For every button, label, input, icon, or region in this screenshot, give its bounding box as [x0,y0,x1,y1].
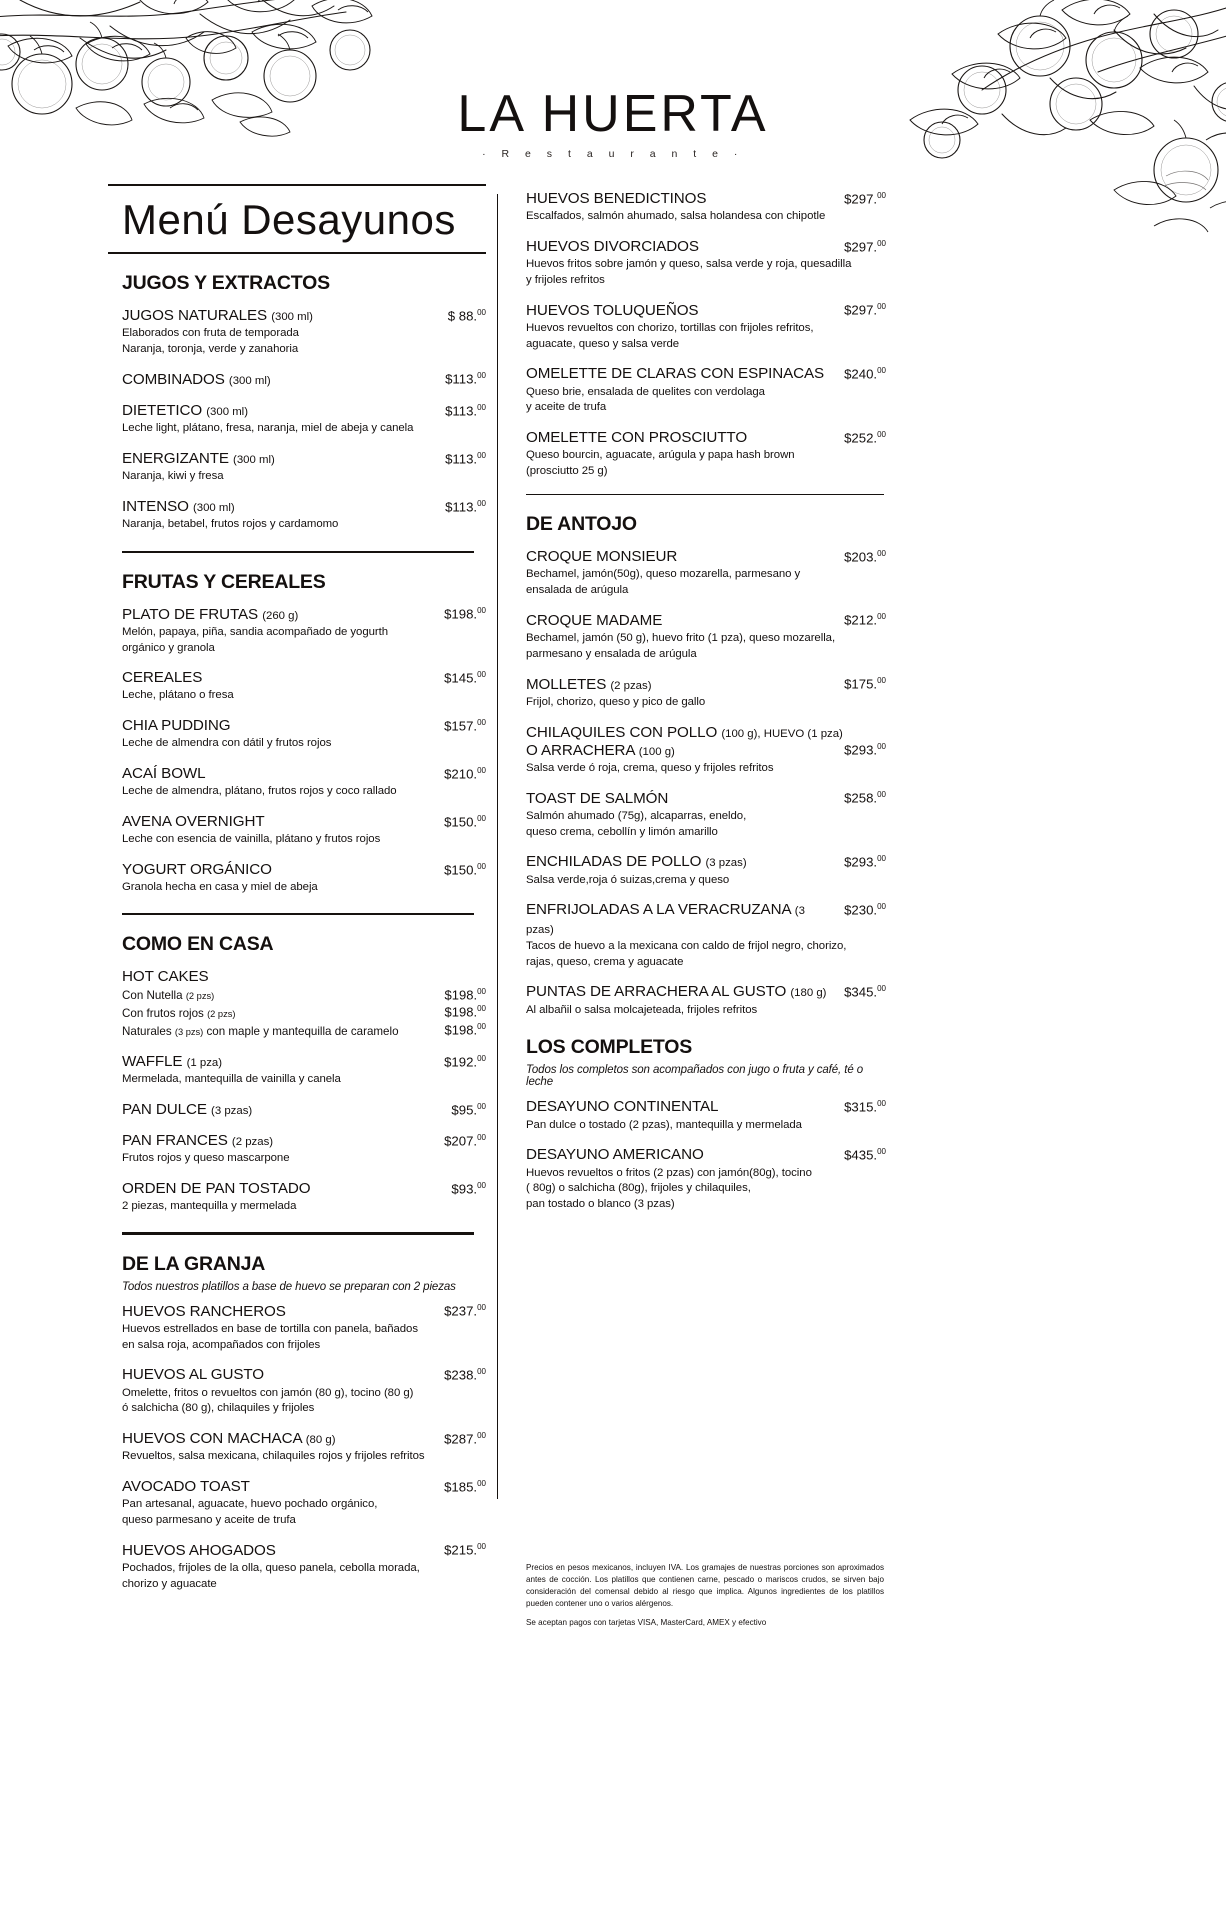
menu-column-right [526,190,886,1226]
menu-item [122,1430,486,1465]
menu-item-name: ACAÍ BOWL [122,765,206,783]
menu-item-description: Naranja, betabel, frutos rojos y cardamomo [122,518,339,531]
menu-item-description: Frijol, chorizo, queso y pico de gallo [526,695,706,708]
menu-item-description: Queso bourcin, aguacate, arúgula y papa hash brown (prosciutto 25 g) [526,449,795,478]
menu-item [526,724,886,777]
menu-item [122,1053,486,1088]
menu-item-price: $207.00 [444,1132,486,1149]
menu-subitem-price: $198.00 [444,986,486,1003]
menu-item [122,498,486,533]
menu-item-description: Granola hecha en casa y miel de abeja [122,881,318,894]
menu-item-name: OMELETTE DE CLARAS CON ESPINACAS [526,365,825,383]
menu-item [526,901,886,970]
legal-paragraph: Precios en pesos mexicanos, incluyen IVA. Los gramajes de nuestras porciones son aproximados antes de cocción. Los platillos que contienen carne, pescado o mariscos crudos, se sirven bajo consideración del comensal debido al riesgo que implica. Algunos ingredientes de los platillos pueden contener uno o varios alérgenos. [526,1563,884,1609]
section-heading: LOS COMPLETOS [526,1036,693,1059]
brand-header [0,85,1226,160]
menu-item [122,717,486,752]
menu-item-price: $145.00 [444,669,486,686]
menu-item-name: CEREALES [122,669,203,687]
menu-item-name: WAFFLE (1 pza) [122,1053,223,1071]
menu-item [526,853,886,888]
menu-item-price: $210.00 [444,765,486,782]
menu-item [526,365,886,416]
menu-item-name: OMELETTE CON PROSCIUTTO [526,429,748,447]
menu-item [122,669,486,704]
menu-item-price: $93.00 [451,1180,486,1197]
menu-item-price: $198.00 [444,606,486,622]
menu-item [526,238,886,289]
menu-item-description: Pan artesanal, aguacate, huevo pochado orgánico, queso parmesano y aceite de trufa [122,1498,378,1526]
menu-item [122,1180,486,1215]
section-heading: DE LA GRANJA [122,1252,266,1275]
menu-item-price: $95.00 [451,1101,486,1118]
section-separator [122,913,474,915]
menu-item-description: Queso brie, ensalada de quelites con verdolaga y aceite de trufa [526,385,765,414]
menu-item-name: HOT CAKES [122,968,209,986]
menu-sheet [0,184,1226,1920]
section-heading: FRUTAS Y CEREALES [122,570,326,593]
legal-disclaimer [526,1562,884,1629]
menu-item-price: $192.00 [444,1053,486,1070]
menu-item [526,983,886,1018]
menu-item-price: $315.00 [844,1098,886,1115]
menu-item-description: 2 piezas, mantequilla y mermelada [122,1200,297,1213]
menu-item-price: $150.00 [444,861,486,878]
section-heading: JUGOS Y EXTRACTOS [122,272,330,295]
menu-item-price: $435.00 [844,1146,886,1163]
menu-item [122,1303,486,1354]
menu-item-price: $240.00 [844,365,886,382]
menu-item-name: CROQUE MADAME [526,611,663,629]
menu-subitem-label: Con Nutella (2 pzs) [122,989,215,1003]
menu-item-description: Bechamel, jamón(50g), queso mozarella, parmesano y ensalada de arúgula [526,568,801,597]
menu-item-description: Mermelada, mantequilla de vainilla y canela [122,1073,341,1086]
menu-item-name: HUEVOS RANCHEROS [122,1302,286,1320]
menu-item-description: Omelette, fritos o revueltos con jamón (80 g), tocino (80 g) ó salchicha (80 g), chilaquiles y frijoles [122,1386,414,1415]
menu-item-price: $113.00 [445,371,486,387]
menu-item [526,790,886,841]
menu-item-description: Escalfados, salmón ahumado, salsa holandesa con chipotle [526,210,826,223]
menu-item-price: $297.00 [844,238,886,254]
menu-item-name: DESAYUNO CONTINENTAL [526,1098,719,1116]
menu-item [122,1132,486,1167]
menu-item-description: Leche de almendra, plátano, frutos rojos y coco rallado [122,785,397,798]
menu-item-name: ORDEN DE PAN TOSTADO [122,1180,311,1198]
menu-item-name: HUEVOS AL GUSTO [122,1366,264,1384]
menu-item [122,402,486,437]
menu-item-name: ENFRIJOLADAS A LA VERACRUZANA (3 pzas) [526,901,805,936]
menu-item-name: CROQUE MONSIEUR [526,548,678,566]
menu-item-price: $203.00 [844,548,886,565]
menu-item-description: Revueltos, salsa mexicana, chilaquiles rojos y frijoles refritos [122,1450,425,1463]
menu-item-description: Huevos fritos sobre jamón y queso, salsa verde y roja, quesadilla y frijoles refritos [526,258,852,286]
legal-paragraph: Se aceptan pagos con tarjetas VISA, MasterCard, AMEX y efectivo [526,1617,767,1627]
menu-item-description: Tacos de huevo a la mexicana con caldo de frijol negro, chorizo, rajas, queso, crema y aguacate [526,939,847,968]
menu-item [122,813,486,848]
menu-item [122,307,486,358]
menu-item-price: $345.00 [844,983,886,1000]
menu-item-description: Salsa verde,roja ó suizas,crema y queso [526,873,730,886]
menu-item-description: Al albañil o salsa molcajeteada, frijoles refritos [526,1003,758,1016]
menu-item-description: Salsa verde ó roja, crema, queso y frijoles refritos [526,762,774,775]
section-separator [122,1232,474,1234]
menu-item [122,968,486,1040]
menu-item [526,548,886,599]
menu-item-description: Pan dulce o tostado (2 pzas), mantequilla y mermelada [526,1118,802,1131]
menu-subitem [122,1004,486,1022]
menu-item-description: Leche light, plátano, fresa, naranja, miel de abeja y canela [122,422,414,435]
menu-item [526,1146,886,1212]
menu-item-description: Pochados, frijoles de la olla, queso panela, cebolla morada, chorizo y aguacate [122,1561,420,1590]
menu-item-price: $293.00 [844,742,886,758]
menu-subitem [122,987,486,1005]
menu-item-name: DESAYUNO AMERICANO [526,1146,704,1164]
menu-subitem-label: Con frutos rojos (2 pzs) [122,1006,236,1020]
menu-subitem-price: $198.00 [444,1022,486,1038]
menu-item-description: Leche de almendra con dátil y frutos rojos [122,737,332,750]
menu-item-name: PLATO DE FRUTAS (260 g) [122,605,299,623]
menu-item-price: $113.00 [445,450,486,466]
title-rule-bottom [108,252,486,254]
menu-item [122,1478,486,1529]
menu-item-name: HUEVOS CON MACHACA (80 g) [122,1429,336,1447]
menu-item-name: AVOCADO TOAST [122,1477,250,1495]
menu-item [122,371,486,389]
menu-item-description: Huevos revueltos con chorizo, tortillas con frijoles refritos, aguacate, queso y salsa verde [526,321,814,350]
menu-item-description: Frutos rojos y queso mascarpone [122,1152,290,1165]
menu-item-name: JUGOS NATURALES (300 ml) [122,307,313,325]
menu-item-price: $287.00 [444,1430,486,1446]
section-note: Todos nuestros platillos a base de huevo se preparan con 2 piezas [122,1280,456,1293]
menu-item-description: Huevos revueltos o fritos (2 pzas) con jamón(80g), tocino ( 80g) o salchicha (80g), frijoles y chilaquiles, pan tostado o blanco (3 pzas) [526,1166,812,1210]
menu-item [122,1101,486,1119]
menu-item-description: Huevos estrellados en base de tortilla con panela, bañados en salsa roja, acompañados con frijoles [122,1322,418,1351]
menu-item [526,676,886,711]
menu-item-name: PAN DULCE (3 pzas) [122,1101,253,1119]
menu-item-name: AVENA OVERNIGHT [122,813,265,831]
menu-item-price: $150.00 [444,813,486,830]
menu-item-description: Bechamel, jamón (50 g), huevo frito (1 pza), queso mozarella, parmesano y ensalada de arúgula [526,632,836,660]
menu-item [526,1098,886,1133]
menu-item-name: MOLLETES (2 pzas) [526,675,652,693]
menu-subitem-label: Naturales (3 pzs) con maple y mantequilla de caramelo [122,1024,399,1038]
menu-item-price: $293.00 [844,854,886,870]
section-separator [122,551,474,553]
menu-item-price: $215.00 [444,1542,486,1558]
section-heading: COMO EN CASA [122,933,274,956]
menu-item-description: Elaborados con fruta de temporada Naranja, toronja, verde y zanahoria [122,327,299,356]
menu-item [526,302,886,353]
restaurant-name: LA HUERTA [457,85,769,143]
menu-item-price: $252.00 [844,429,886,446]
menu-item-name: YOGURT ORGÁNICO [122,861,272,879]
menu-item-price: $175.00 [844,676,886,692]
menu-item-name: HUEVOS TOLUQUEÑOS [526,301,699,319]
menu-item-name: CHIA PUDDING [122,717,231,735]
menu-item-price: $113.00 [445,498,486,514]
menu-item-price: $237.00 [444,1303,486,1319]
menu-item [526,612,886,663]
column-divider [497,194,498,1499]
menu-item [122,606,486,657]
menu-item-price: $230.00 [844,902,886,918]
restaurant-tagline: · R e s t a u r a n t e · [482,148,744,160]
menu-item-name: PUNTAS DE ARRACHERA AL GUSTO (180 g) [526,983,827,1001]
menu-item-price: $ 88.00 [447,307,486,324]
menu-item-description: Naranja, kiwi y fresa [122,470,224,483]
section-heading: DE ANTOJO [526,513,637,536]
section-note: Todos los completos son acompañados con jugo o fruta y café, té o leche [526,1064,864,1089]
menu-item-description: Leche con esencia de vainilla, plátano y frutos rojos [122,833,381,846]
menu-item-name-line2: O ARRACHERA (100 g) [526,741,675,759]
menu-item-name: HUEVOS DIVORCIADOS [526,237,699,255]
menu-item-price: $297.00 [844,190,886,206]
menu-item-price: $238.00 [444,1366,486,1383]
menu-item [122,861,486,896]
menu-item [122,1542,486,1593]
menu-item-description: Leche, plátano o fresa [122,689,234,702]
menu-item-name: CHILAQUILES CON POLLO (100 g), HUEVO (1 pza) [526,723,843,741]
menu-item-name: COMBINADOS (300 ml) [122,370,271,388]
menu-item [122,450,486,485]
menu-item-description: Melón, papaya, piña, sandia acompañado de yogurth orgánico y granola [122,625,389,654]
page-title: Menú Desayunos [122,196,456,243]
menu-item-price: $258.00 [844,790,886,806]
menu-item-price: $297.00 [844,302,886,318]
menu-item [526,429,886,480]
menu-item-price: $113.00 [445,402,486,419]
menu-item [122,765,486,800]
menu-item-price: $157.00 [444,717,486,734]
menu-subitem-price: $198.00 [444,1004,486,1020]
menu-item-name: ENCHILADAS DE POLLO (3 pzas) [526,853,747,871]
menu-item [526,190,886,225]
menu-item [122,1366,486,1417]
menu-item-name: TOAST DE SALMÓN [526,789,669,807]
menu-item-name: HUEVOS BENEDICTINOS [526,190,707,207]
section-separator [526,494,884,495]
menu-item-description: Salmón ahumado (75g), alcaparras, eneldo, queso crema, cebollín y limón amarillo [526,809,747,838]
menu-item-price: $212.00 [844,612,886,628]
menu-subitem [122,1022,486,1040]
menu-column-left [108,184,486,1605]
menu-item-name: ENERGIZANTE (300 ml) [122,450,275,467]
menu-item-name: DIETETICO (300 ml) [122,402,249,420]
menu-item-name: HUEVOS AHOGADOS [122,1541,276,1559]
menu-item-name: INTENSO (300 ml) [122,497,235,515]
menu-item-price: $185.00 [444,1478,486,1494]
menu-item-name: PAN FRANCES (2 pzas) [122,1132,274,1150]
